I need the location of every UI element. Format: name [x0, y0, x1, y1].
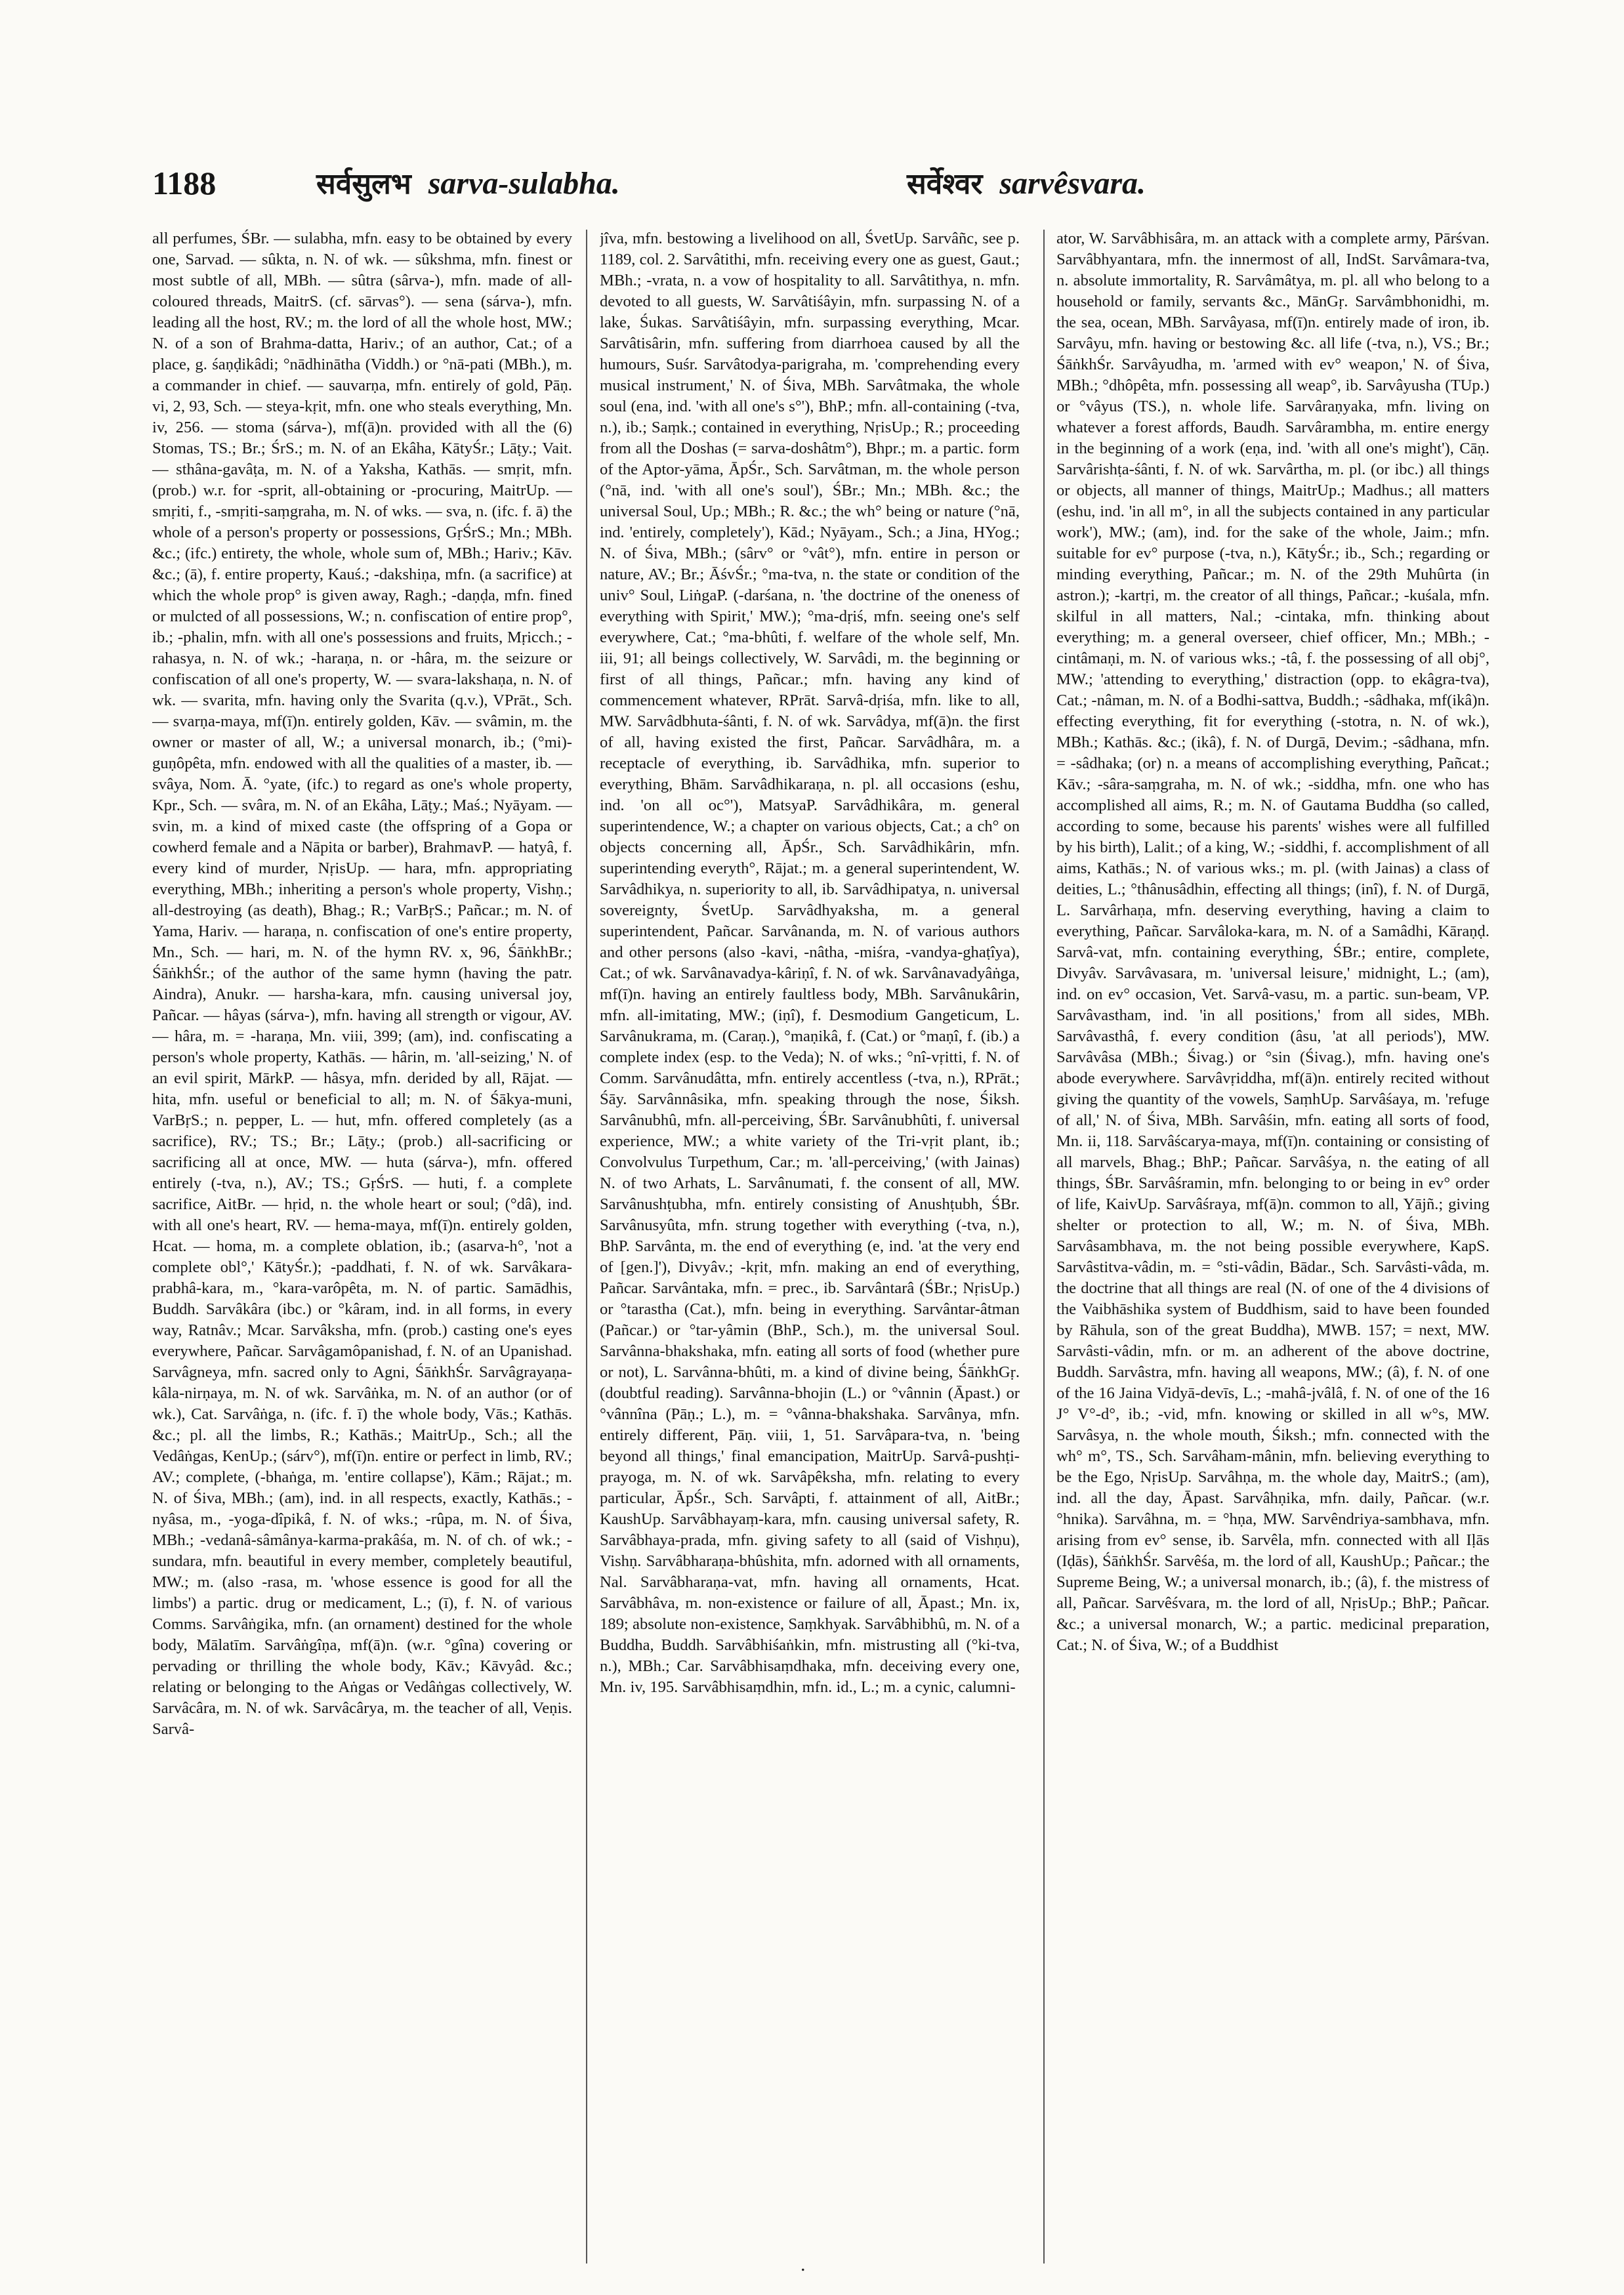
left-running-head [316, 163, 620, 202]
column-3-text: ator, W. Sarvâbhisâra, m. an attack with a complete army, Pārśvan. Sarvâbhyantara, mfn. the innermost of all, IndSt. Sarvâmara-tva, n. absolute immortality, R. Sarvâmâtya, m. pl. all who belong to a household or family, servants &c., MānGṛ. Sarvâmbhonidhi, m. the sea, ocean, MBh. Sarvâyasa, mf(ī)n. entirely made of iron, ib. Sarvâyu, mfn. having or bestowing &c. all life (-tva, n.), VS.; Br.; ŚāṅkhŚr. Sarvâyudha, m. 'armed with ev° weapon,' N. of Śiva, MBh.; °dhôpêta, mfn. possessing all weap°, ib. Sarvâyusha (TUp.) or °vâyus (TS.), n. whole life. Sarvâraṇyaka, mfn. living on whatever a forest affords, Baudh. Sarvârambha, m. entire energy in the beginning of a work (eṇa, ind. 'with all one's might'), Cāṇ. Sarvârishṭa-śânti, f. N. of wk. Sarvârtha, m. pl. (or ibc.) all things or objects, all manner of things, MaitrUp.; Madhus.; all matters (eshu, ind. 'in all m°, in all the subjects contained in any particular work'), MW.; (am), ind. for the sake of the whole, Jaim.; mfn. suitable for ev° purpose (-tva, n.), KātyŚr.; ib., Sch.; regarding or minding everything, Pañcar.; m. N. of the 29th Muhûrta (in astron.); -kartṛi, m. the creator of all things, Pañcar.; -kuśala, mfn. skilful in all matters, Nal.; -cintaka, mfn. thinking about everything; m. a general overseer, chief officer, Mn.; MBh.; -cintâmaṇi, m. N. of various wks.; -tâ, f. the possessing of all obj°, MW.; 'attending to everything,' distraction (opp. to ekâgra-tva), Cat.; -nâman, m. N. of a Bodhi-sattva, Buddh.; -sâdhaka, mf(ikâ)n. effecting everything, fit for everything (-stotra, n. N. of wk.), MBh.; Kathās. &c.; (ikâ), f. N. of Durgā, Devim.; -sâdhana, mfn. = -sâdhaka; (or) n. a means of accomplishing everything, Pañcat.; Kāv.; -sâra-saṃgraha, m. N. of wk.; -siddha, mfn. one who has accomplished all aims, R.; m. N. of Gautama Buddha (so called, according to some, because his parents' wishes were all fulfilled by his birth), Lalit.; of a king, W.; -siddhi, f. accomplishment of all aims, Kathās.; N. of various wks.; m. pl. (with Jainas) a class of deities, L.; °thânusâdhin, effecting all things; (inî), f. N. of Durgā, L. Sarvârhaṇa, mfn. deserving everything, having a claim to everything, Pañcar. Sarvâloka-kara, m. N. of a Samâdhi, Kāraṇḍ. Sarvâ-vat, mfn. containing everything, ŚBr.; entire, complete, Divyâv. Sarvâvasara, m. 'universal leisure,' midnight, L.; (am), ind. on ev° occasion, Vet. Sarvâ-vasu, m. a partic. sun-beam, VP. Sarvâvastham, ind. 'in all positions,' from all sides, MBh. Sarvâvasthâ, f. every condition (âsu, 'at all periods'), MW. Sarvâvâsa (MBh.; Śivag.) or °sin (Śivag.), mfn. having one's abode everywhere. Sarvâvṛiddha, mf(ā)n. entirely recited without giving the quantity of the vowels, SaṃhUp. Sarvâśaya, m. 'refuge of all,' N. of Śiva, MBh. Sarvâśin, mfn. eating all sorts of food, Mn. ii, 118. Sarvâścarya-maya, mf(ī)n. containing or consisting of all marvels, Bhag.; BhP.; Pañcar. Sarvâśya, n. the eating of all things, ŚBr. Sarvâśramin, mfn. belonging to or being in ev° order of life, KaivUp. Sarvâśraya, mf(ā)n. common to all, Yājñ.; giving shelter or protection to all, W.; m. N. of Śiva, MBh. Sarvâsambhava, m. the not being possible everywhere, KapS. Sarvâstitva-vâdin, m. = °sti-vâdin, Bādar., Sch. Sarvâsti-vâda, m. the doctrine that all things are real (N. of one of the 4 divisions of the Vaibhāshika system of Buddhism, said to have been founded by Rāhula, son of the great Buddha), MWB. 157; = next, MW. Sarvâsti-vâdin, mfn. or m. an adherent of the above doctrine, Buddh. Sarvâstra, mfn. having all weapons, MW.; (â), f. N. of one of the 16 Jaina Vidyā-devīs, L.; -mahâ-jvâlâ, f. N. of one of the 16 J° V°-d°, ib.; -vid, mfn. knowing or skilled in all w°s, MW. Sarvâsya, n. the whole mouth, Śiksh.; mfn. connected with the wh° m°, TS., Sch. Sarvâham-mânin, mfn. believing everything to be the Ego, NṛisUp. Sarvâhṇa, m. the whole day, MaitrS.; (am), ind. all the day, Āpast. Sarvâhṇika, mfn. daily, Pañcar. (w.r. °hnika). Sarvâhna, m. = °hṇa, MW. Sarvêndriya-sambhava, mfn. arising from ev° sense, ib. Sarvêla, mfn. connected with all Iḷās (Iḍās), ŚāṅkhŚr. Sarvêśa, m. the lord of all, KaushUp.; Pañcar.; the Supreme Being, W.; a universal monarch, ib.; (â), f. the mistress of all, Pañcar. Sarvêśvara, m. the lord of all, NṛisUp.; BhP.; Pañcar. &c.; a universal monarch, W.; a partic. medicinal preparation, Cat.; N. of Śiva, W.; of a Buddhist [1056, 230, 1489, 1654]
footer-mark: . [801, 2254, 806, 2275]
right-head-devanagari: सर्वेश्वर [907, 167, 983, 201]
text-column-2 [600, 228, 1020, 2269]
column-2-text: jîva, mfn. bestowing a livelihood on all, ŚvetUp. Sarvâñc, see p. 1189, col. 2. Sarvâtithi, mfn. receiving every one as guest, Gaut.; MBh.; -vrata, n. a vow of hospitality to all. Sarvâtithya, n. mfn. devoted to all guests, W. Sarvâtiśâyin, mfn. surpassing N. of a lake, Śukas. Sarvâtiśâyin, mfn. surpassing everything, Mcar. Sarvâtisârin, mfn. suffering from diarrhoea caused by all the humours, Suśr. Sarvâtodya-parigraha, m. 'comprehending every musical instrument,' N. of Śiva, MBh. Sarvâtmaka, the whole soul (ena, ind. 'with all one's s°'), BhP.; mfn. all-containing (-tva, n.), ib.; Saṃk.; contained in everything, NṛisUp.; R.; proceeding from all the Doshas (= sarva-doshâtm°), Bhpr.; m. a partic. form of the Aptor-yāma, ĀpŚr., Sch. Sarvâtman, m. the whole person (°nā, ind. 'with all one's soul'), ŚBr.; Mn.; MBh. &c.; the universal Soul, Up.; MBh.; R. &c.; the wh° being or nature (°nā, ind. 'entirely, completely'), Kād.; Nyāyam., Sch.; a Jina, HYog.; N. of Śiva, MBh.; (sârv° or °vât°), mfn. entire in person or nature, AV.; Br.; ĀśvŚr.; °ma-tva, n. the state or condition of the univ° Soul, LiṅgaP. (-darśana, n. 'the doctrine of the oneness of everything with Spirit,' MW.); °ma-dṛiś, mfn. seeing one's self everywhere, Cat.; °ma-bhûti, f. welfare of the whole self, Mn. iii, 91; all beings collectively, W. Sarvâdi, m. the beginning or first of all things, Pañcar.; mfn. having any kind of commencement whatever, RPrāt. Sarvâ-dṛiśa, mfn. like to all, MW. Sarvâdbhuta-śânti, f. N. of wk. Sarvâdya, mf(ā)n. the first of all, having existed the first, Pañcar. Sarvâdhâra, m. a receptacle of everything, ib. Sarvâdhika, mfn. superior to everything, Bhām. Sarvâdhikaraṇa, n. pl. all occasions (eshu, ind. 'on all oc°'), MatsyaP. Sarvâdhikâra, m. general superintendence, W.; a chapter on various objects, Cat.; a ch° on objects concerning all, ĀpŚr., Sch. Sarvâdhikârin, mfn. superintending everyth°, Rājat.; m. a general superintendent, W. Sarvâdhikya, n. superiority to all, ib. Sarvâdhipatya, n. universal sovereignty, ŚvetUp. Sarvâdhyaksha, m. a general superintendent, Pañcar. Sarvânanda, m. N. of various authors and other persons (also -kavi, -nâtha, -miśra, -vandya-ghaṭîya), Cat.; of wk. Sarvânavadya-kâriṇî, f. N. of wk. Sarvânavadyâṅga, mf(ī)n. having an entirely faultless body, MBh. Sarvânukârin, mfn. all-imitating, MW.; (iṇî), f. Desmodium Gangeticum, L. Sarvânukrama, m. (Caraṇ.), °maṇikâ, f. (Cat.) or °maṇî, f. (ib.) a complete index (esp. to the Veda); N. of wks.; °nî-vṛitti, f. N. of Comm. Sarvânudâtta, mfn. entirely accentless (-tva, n.), RPrāt.; Śāy. Sarvânnâsika, mfn. speaking through the nose, Śiksh. Sarvânubhû, mfn. all-perceiving, ŚBr. Sarvânubhûti, f. universal experience, MW.; a white variety of the Tri-vṛit plant, ib.; Convolvulus Turpethum, Car.; m. 'all-perceiving,' (with Jainas) N. of two Arhats, L. Sarvânumati, f. the consent of all, MW. Sarvânushṭubha, mfn. entirely consisting of Anushṭubh, ŚBr. Sarvânusyûta, mfn. strung together with everything (-tva, n.), BhP. Sarvânta, m. the end of everything (e, ind. 'at the very end of [gen.]'), Divyâv.; -kṛit, mfn. making an end of everything, Pañcar. Sarvântaka, mfn. = prec., ib. Sarvântarâ (ŚBr.; NṛisUp.) or °tarastha (Cat.), mfn. being in everything. Sarvântar-âtman (Pañcar.) or °tar-yâmin (BhP., Sch.), m. the universal Soul. Sarvânna-bhakshaka, mfn. eating all sorts of food (whether pure or not), L. Sarvânna-bhûti, m. a kind of divine being, ŚāṅkhGṛ. (doubtful reading). Sarvânna-bhojin (L.) or °vânnin (Āpast.) or °vânnîna (Pāṇ.; L.), m. = °vânna-bhakshaka. Sarvânya, mfn. entirely different, Pāṇ. viii, 1, 51. Sarvâpara-tva, n. 'being beyond all things,' final emancipation, MaitrUp. Sarvâ-pushṭi-prayoga, m. N. of wk. Sarvâpêksha, mfn. relating to every particular, ĀpŚr., Sch. Sarvâpti, f. attainment of all, AitBr.; KaushUp. Sarvâbhayaṃ-kara, mfn. causing universal safety, R. Sarvâbhaya-prada, mfn. giving safety to all (said of Vishṇu), Vishṇ. Sarvâbharaṇa-bhûshita, mfn. adorned with all ornaments, Nal. Sarvâbharaṇa-vat, mfn. having all ornaments, Hcat. Sarvâbhâva, m. non-existence or failure of all, Āpast.; Mn. ix, 189; absolute non-existence, Saṃkhyak. Sarvâbhibhû, m. N. of a Buddha, Buddh. Sarvâbhiśaṅkin, mfn. mistrusting all (°ki-tva, n.), MBh.; Car. Sarvâbhisaṃdhaka, mfn. deceiving every one, Mn. iv, 195. Sarvâbhisaṃdhin, mfn. id., L.; m. a cynic, calumni- [600, 230, 1020, 1696]
column-divider-1 [586, 230, 587, 2264]
page-header [152, 156, 1497, 209]
column-1-text: all perfumes, ŚBr. — sulabha, mfn. easy to be obtained by every one, Sarvad. — sûkta, n. N. of wk. — sûkshma, mfn. finest or most subtle of all, MBh. — sûtra (sârva-), mfn. made of all-coloured threads, MaitrS. (cf. sārvas°). — sena (sárva-), mfn. leading all the host, RV.; m. the lord of all the whole host, MW.; N. of a son of Brahma-datta, Hariv.; of an author, Cat.; of a place, g. śaṇḍikâdi; °nādhinātha (Viddh.) or °nā-pati (MBh.), m. a commander in chief. — sauvarṇa, mfn. entirely of gold, Pāṇ. vi, 2, 93, Sch. — steya-kṛit, mfn. one who steals everything, Mn. iv, 256. — stoma (sárva-), mf(ā)n. provided with all the (6) Stomas, TS.; Br.; ŚrS.; m. N. of an Ekâha, KātyŚr.; Lāṭy.; Vait. — sthâna-gavâṭa, m. N. of a Yaksha, Kathās. — smṛit, mfn. (prob.) w.r. for -sprit, all-obtaining or -procuring, MaitrUp. — smṛiti, f., -smṛiti-saṃgraha, m. N. of wks. — sva, n. (ifc. f. ā) the whole of a person's property or possessions, GṛŚrS.; Mn.; MBh. &c.; (ifc.) entirety, the whole, whole sum of, MBh.; Hariv.; Kāv. &c.; (ā), f. entire property, Kauś.; -dakshiṇa, mfn. (a sacrifice) at which the whole prop° is given away, Ragh.; -daṇḍa, mfn. fined or mulcted of all possessions, W.; n. confiscation of entire prop°, ib.; -phalin, mfn. with all one's possessions and fruits, Mṛicch.; -rahasya, n. N. of wk.; -haraṇa, n. or -hâra, m. the seizure or confiscation of all one's property, W. — svara-lakshaṇa, n. N. of wk. — svarita, mfn. having only the Svarita (q.v.), VPrāt., Sch. — svarṇa-maya, mf(ī)n. entirely golden, Kāv. — svâmin, m. the owner or master of all, W.; a universal monarch, ib.; (°mi)-guṇôpêta, mfn. endowed with all the qualities of a master, ib. — svâya, Nom. Ā. °yate, (ifc.) to regard as one's whole property, Kpr., Sch. — svâra, m. N. of an Ekâha, Lāṭy.; Maś.; Nyāyam. — svin, m. a kind of mixed caste (the offspring of a Gopa or cowherd female and a Nāpita or barber), BrahmavP. — hatyâ, f. every kind of murder, NṛisUp. — hara, mfn. appropriating everything, MBh.; inheriting a person's whole property, Vishṇ.; all-destroying (as death), Bhag.; R.; VarBṛS.; Pañcar.; m. N. of Yama, Hariv. — haraṇa, n. confiscation of one's entire property, Mn., Sch. — hari, m. N. of the hymn RV. x, 96, ŚāṅkhBr.; ŚāṅkhŚr.; of the author of the same hymn (having the patr. Aindra), Anukr. — harsha-kara, mfn. causing universal joy, Pañcar. — hâyas (sárva-), mfn. having all strength or vigour, AV. — hâra, m. = -haraṇa, Mn. viii, 399; (am), ind. confiscating a person's whole property, Kathās. — hârin, m. 'all-seizing,' N. of an evil spirit, MārkP. — hâsya, mfn. derided by all, Rājat. — hita, mfn. useful or beneficial to all; m. N. of Śākya-muni, VarBṛS.; n. pepper, L. — hut, mfn. offered completely (as a sacrifice), RV.; TS.; Br.; Lāṭy.; (prob.) all-sacrificing or sacrificing all at once, MW. — huta (sárva-), mfn. offered entirely (-tva, n.), AV.; TS.; GṛŚrS. — huti, f. a complete sacrifice, AitBr. — hṛid, n. the whole heart or soul; (°dâ), ind. with all one's heart, RV. — hema-maya, mf(ī)n. entirely golden, Hcat. — homa, m. a complete oblation, ib.; (asarva-h°, 'not a complete obl°,' KātyŚr.); -paddhati, f. N. of wk. Sarvâkara-prabhâ-kara, m., °kara-varôpêta, m. N. of partic. Samādhis, Buddh. Sarvâkâra (ibc.) or °kâram, ind. in all forms, in every way, Ratnâv.; Mcar. Sarvâksha, mfn. (prob.) casting one's eyes everywhere, Pañcar. Sarvâgamôpanishad, f. N. of an Upanishad. Sarvâgneya, mfn. sacred only to Agni, ŚāṅkhŚr. Sarvâgrayaṇa-kâla-nirṇaya, m. N. of wk. Sarvâṅka, m. N. of an author (or of wk.), Cat. Sarvâṅga, n. (ifc. f. ī) the whole body, Vās.; Kathās. &c.; pl. all the limbs, R.; Kathās.; MaitrUp., Sch.; all the Vedâṅgas, KenUp.; (sárv°), mf(ī)n. entire or perfect in limb, RV.; AV.; complete, (-bhaṅga, m. 'entire collapse'), Kām.; Rājat.; m. N. of Śiva, MBh.; (am), ind. in all respects, exactly, Kathās.; -nyâsa, m., -yoga-dîpikâ, f. N. of wks.; -rûpa, m. N. of Śiva, MBh.; -vedanâ-sâmânya-karma-prakâśa, m. N. of ch. of wk.; -sundara, mfn. beautiful in every member, completely beautiful, MW.; m. (also -rasa, m. 'whose essence is good for all the limbs') a partic. drug or medicament, L.; (ī), f. N. of various Comms. Sarvâṅgika, mfn. (an ornament) destined for the whole body, Mālatīm. Sarvâṅgîṇa, mf(ā)n. (w.r. °gîna) covering or pervading or thrilling the whole body, Kāv.; Kāvyâd. &c.; relating or belonging to the Aṅgas or Vedâṅgas collectively, W. Sarvâcâra, m. N. of wk. Sarvâcârya, m. the teacher of all, Veṇis. Sarvâ- [152, 230, 572, 1738]
right-head-transliteration: sarvêsvara. [999, 166, 1146, 201]
left-head-devanagari: सर्वसुलभ [316, 167, 411, 201]
column-divider-2 [1043, 230, 1045, 2264]
right-running-head [907, 163, 1146, 202]
text-column-1 [152, 228, 572, 2269]
text-column-3 [1056, 228, 1489, 2269]
page-number: 1188 [152, 165, 217, 201]
left-head-transliteration: sarva-sulabha. [428, 166, 620, 201]
